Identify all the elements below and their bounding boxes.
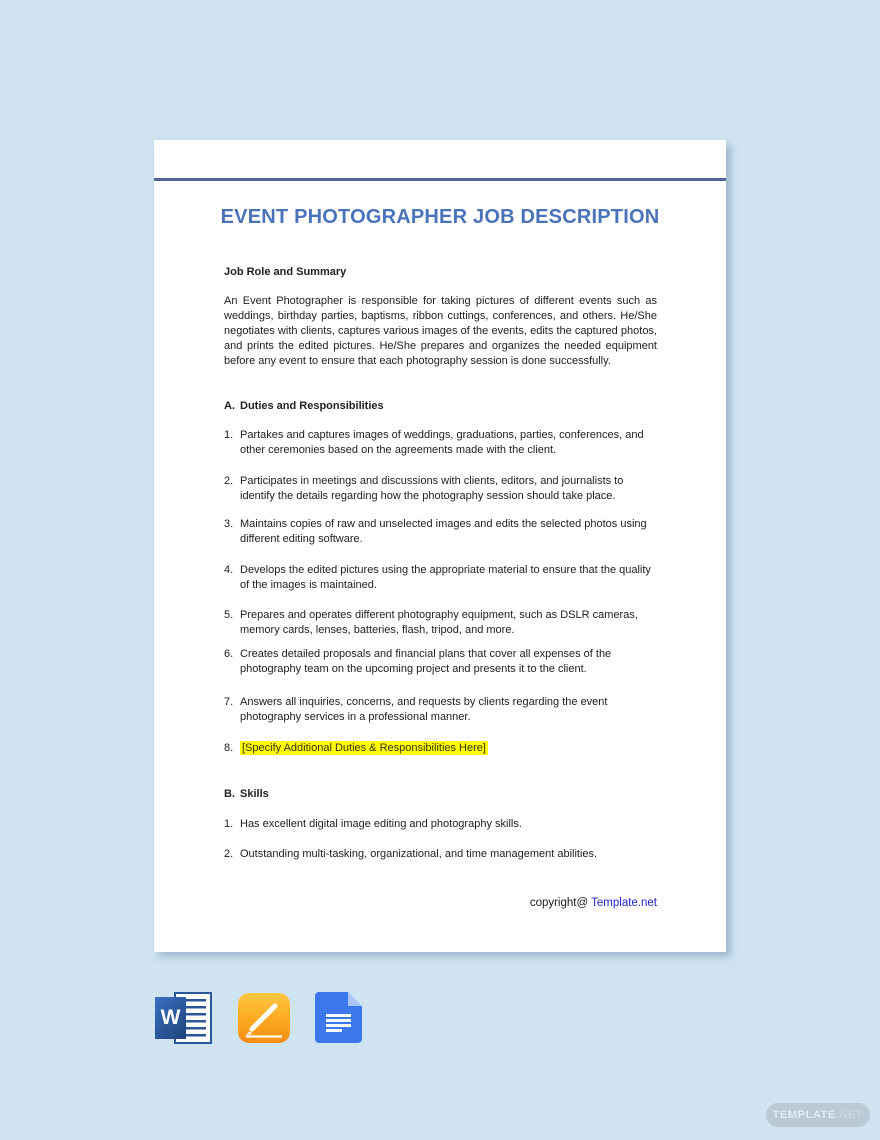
list-text: Answers all inquiries, concerns, and requests by clients regarding the event photography services in a professional manner. xyxy=(240,696,608,723)
document-title: EVENT PHOTOGRAPHER JOB DESCRIPTION xyxy=(220,206,660,228)
list-text: Participates in meetings and discussions with clients, editors, and journalists to identify the details regarding how the photography session should take place. xyxy=(240,475,624,502)
skills-section-heading xyxy=(224,787,657,802)
list-text: Creates detailed proposals and financial plans that cover all expenses of the photography team on the upcoming project and presents it to the client. xyxy=(240,648,612,675)
template-net-link[interactable]: Template.net xyxy=(591,897,657,909)
watermark-rest-text: .NET xyxy=(835,1109,864,1121)
pen-glyph xyxy=(238,993,290,1043)
section-title: Duties and Responsibilities xyxy=(240,400,384,412)
header-rule xyxy=(154,178,726,181)
duty-item-1 xyxy=(224,428,657,458)
list-number: 1. xyxy=(224,818,234,830)
list-number: 7. xyxy=(224,696,234,708)
copyright-prefix: copyright@ xyxy=(529,897,592,909)
list-number: 5. xyxy=(224,609,234,621)
duty-item-7 xyxy=(224,695,657,725)
highlighted-placeholder-text: [Specify Additional Duties & Responsibilities Here] xyxy=(242,742,486,754)
docs-text-line xyxy=(326,1014,351,1017)
duty-item-3 xyxy=(224,517,657,547)
duty-item-5 xyxy=(224,608,657,638)
section-letter: A. xyxy=(224,400,235,412)
list-number: 4. xyxy=(224,564,234,576)
skill-item-1 xyxy=(224,817,657,832)
list-number: 2. xyxy=(224,848,234,860)
list-text: Prepares and operates different photography equipment, such as DSLR cameras, memory cards, lenses, batteries, flash, tripod, and more. xyxy=(240,609,638,636)
list-number: 1. xyxy=(224,429,234,441)
docs-folded-corner xyxy=(348,992,362,1006)
copyright-line xyxy=(530,897,657,909)
duty-item-8-placeholder xyxy=(224,741,657,756)
list-number: 6. xyxy=(224,648,234,660)
job-summary-paragraph: An Event Photographer is responsible for taking pictures of different events such as weddings, birthday parties, baptisms, ribbon cuttings, conferences, and others. He/She negotiates with clients, captures various images of the events, edits the captured photos, and prints the edited pictures. He/She prepares and organizes the needed equipment before any event to ensure that each photography session is done successfully. xyxy=(224,295,657,367)
docs-text-line xyxy=(326,1019,351,1022)
job-role-heading: Job Role and Summary xyxy=(224,266,347,278)
list-number: 3. xyxy=(224,518,234,530)
google-docs-icon[interactable] xyxy=(315,992,362,1043)
section-letter: B. xyxy=(224,788,235,800)
list-text: Maintains copies of raw and unselected images and edits the selected photos using different editing software. xyxy=(240,518,647,545)
list-number: 2. xyxy=(224,475,234,487)
docs-text-line xyxy=(326,1024,351,1027)
duties-section-heading xyxy=(224,399,657,414)
list-text: Partakes and captures images of weddings, graduations, parties, conferences, and other ceremonies based on the agreements made with the client. xyxy=(240,429,644,456)
watermark-bold-text: TEMPLATE xyxy=(772,1109,836,1121)
list-text: Develops the edited pictures using the appropriate material to ensure that the quality of the images is maintained. xyxy=(240,564,651,591)
duty-item-2 xyxy=(224,474,657,504)
apple-pages-icon[interactable] xyxy=(238,993,290,1043)
template-net-watermark-badge xyxy=(766,1103,870,1127)
list-number: 8. xyxy=(224,742,234,754)
skill-item-2 xyxy=(224,847,657,862)
list-text: Has excellent digital image editing and photography skills. xyxy=(240,818,522,830)
file-format-icons xyxy=(155,992,365,1044)
word-letter-badge: W xyxy=(155,997,186,1039)
duty-item-6 xyxy=(224,647,657,677)
section-title: Skills xyxy=(240,788,269,800)
duty-item-4 xyxy=(224,563,657,593)
docs-text-line xyxy=(326,1029,342,1032)
ms-word-icon[interactable] xyxy=(155,992,212,1044)
document-page xyxy=(154,140,726,952)
list-text: Outstanding multi-tasking, organizational, and time management abilities. xyxy=(240,848,598,860)
